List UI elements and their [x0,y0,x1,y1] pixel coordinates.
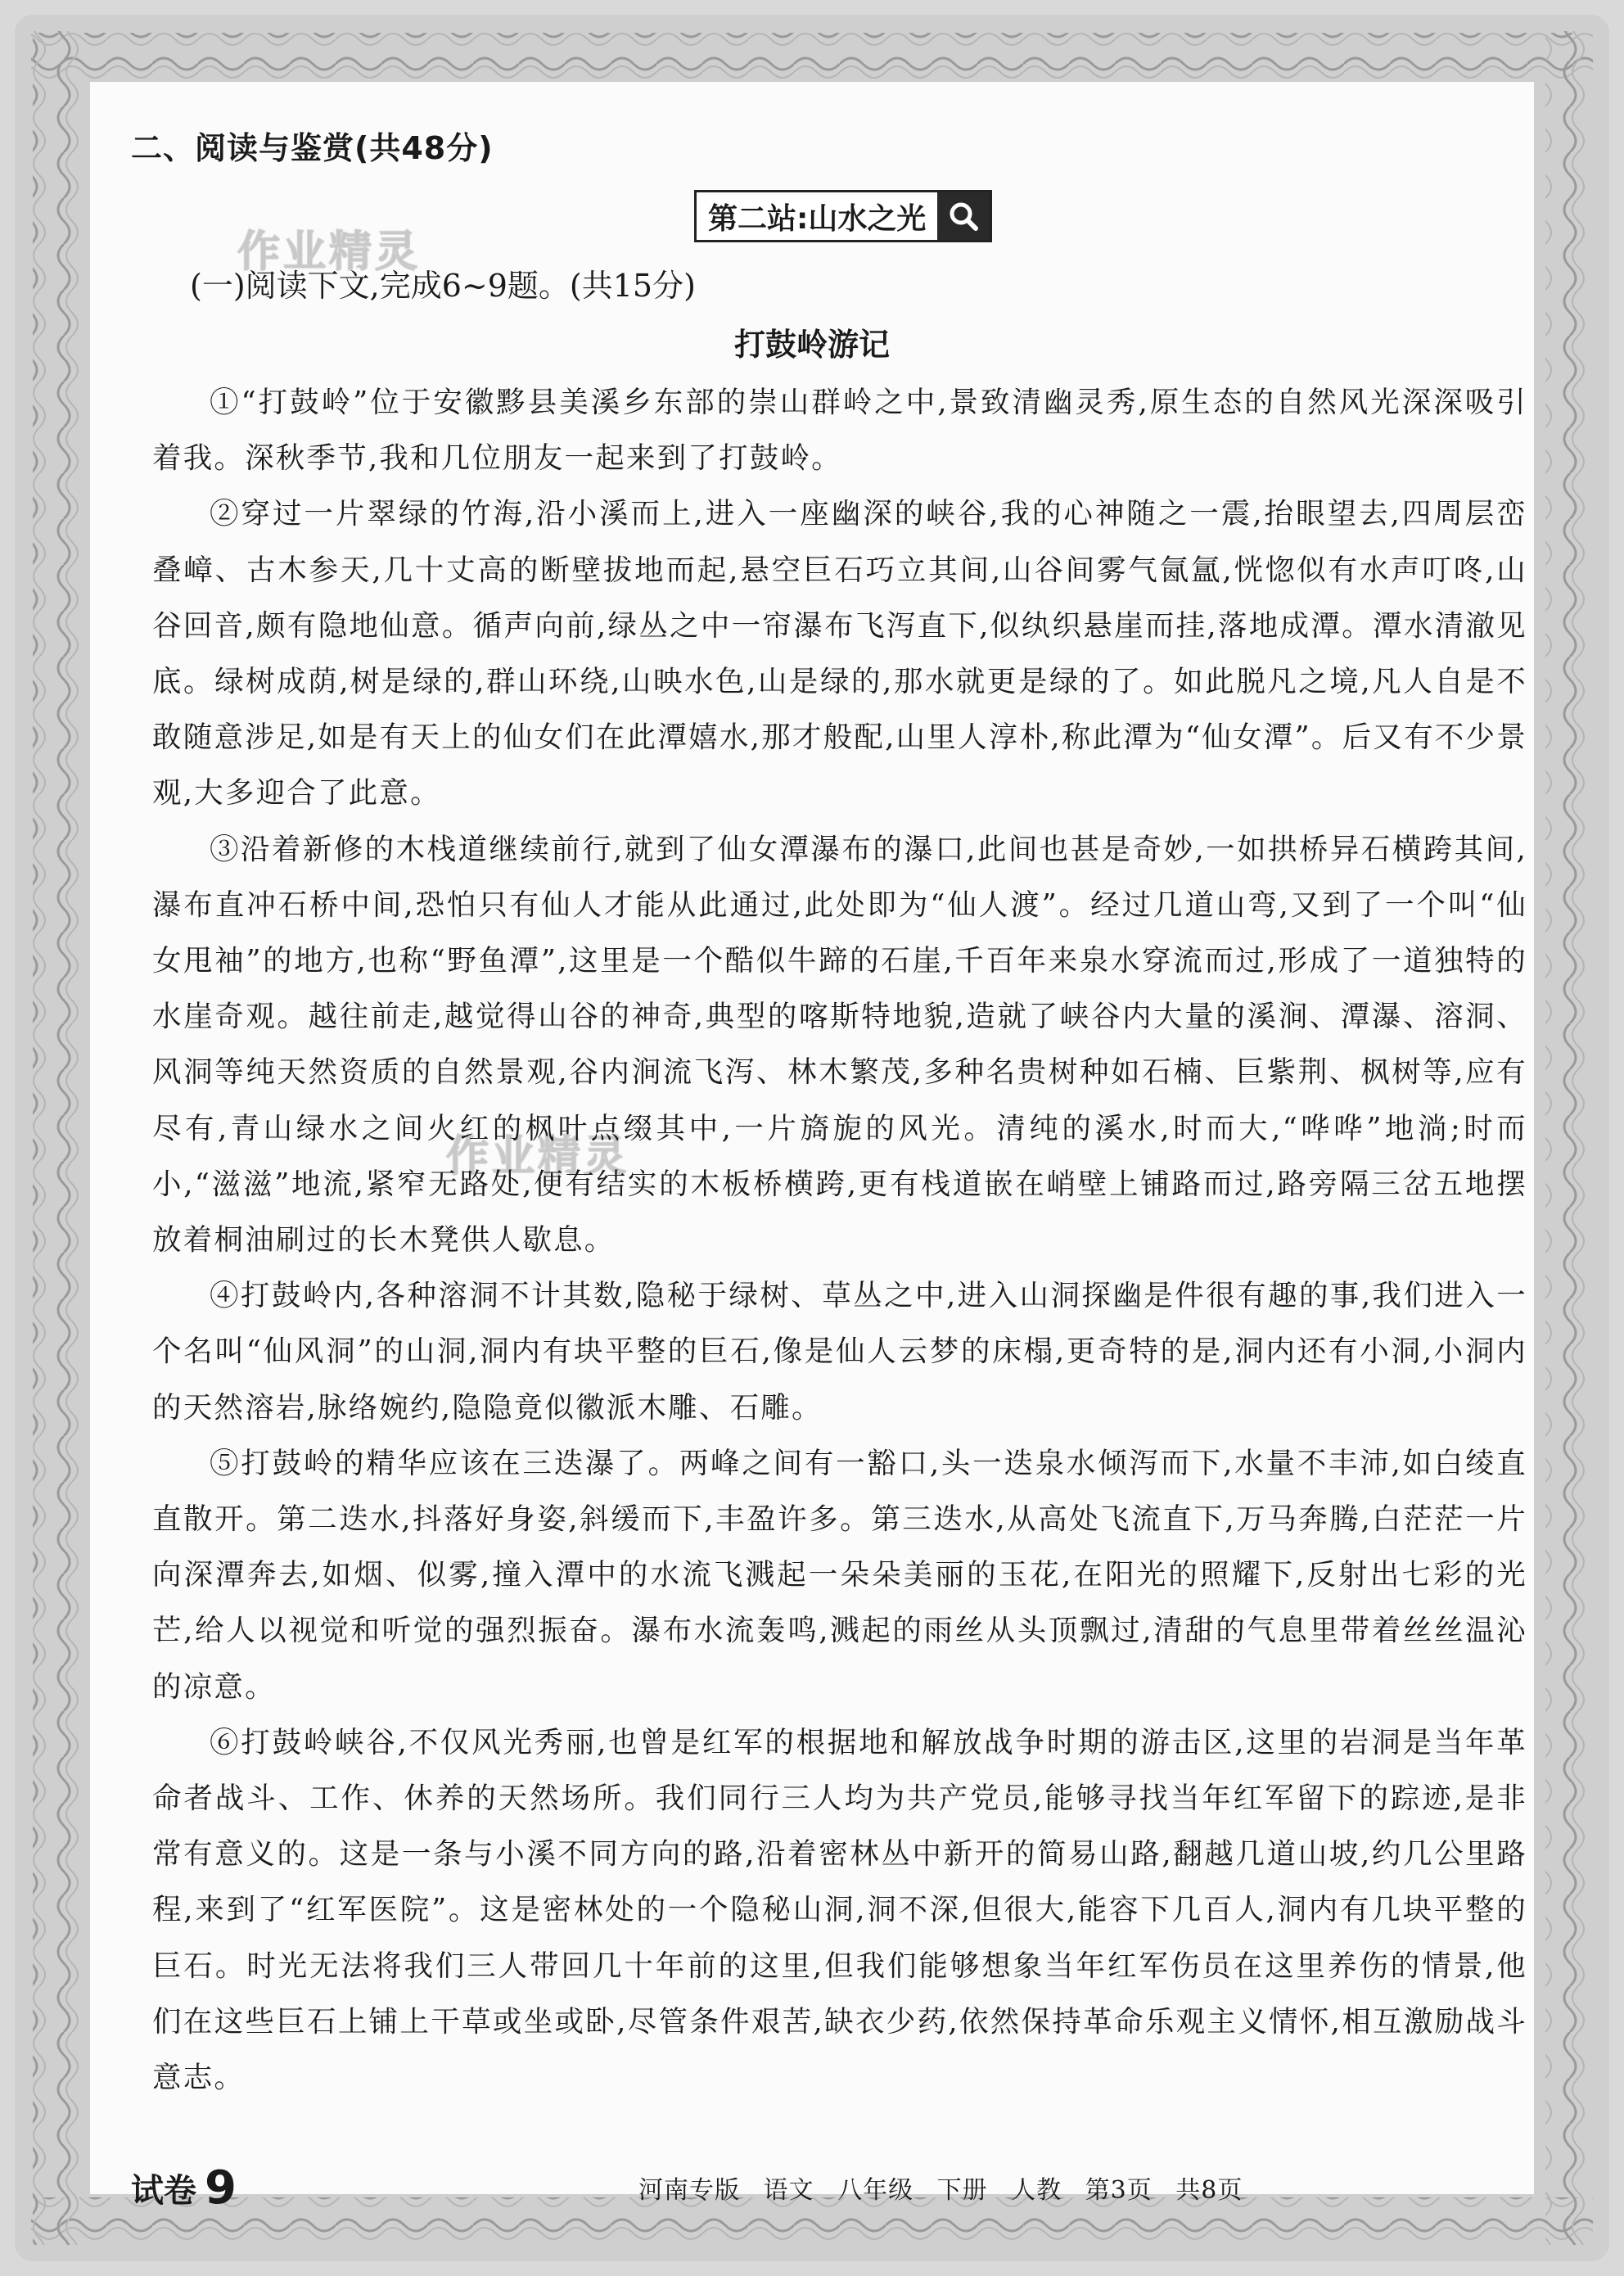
paragraph-3: ③沿着新修的木栈道继续前行,就到了仙女潭瀑布的瀑口,此间也甚是奇妙,一如拱桥异石横跨其间,瀑布直冲石桥中间,恐怕只有仙人才能从此通过,此处即为“仙人渡”。经过几道山弯,又到了一个叫“仙女甩袖”的地方,也称“野鱼潭”,这里是一个酷似牛蹄的石崖,千百年来泉水穿流而过,形成了一道独特的水崖奇观。越往前走,越觉得山谷的神奇,典型的喀斯特地貌,造就了峡谷内大量的溪涧、潭瀑、溶洞、风洞等纯天然资质的自然景观,谷内涧流飞泻、林木繁茂,多种名贵树种如石楠、巨紫荆、枫树等,应有尽有,青山绿水之间火红的枫叶点缀其中,一片旖旎的风光。清纯的溪水,时而大,“哗哗”地淌;时而小,“滋滋”地流,紧窄无路处,便有结实的木板桥横跨,更有栈道嵌在峭壁上铺路而过,路旁隔三岔五地摆放着桐油刷过的长木凳供人歇息。 [152,832,1527,1258]
paragraph-6: ⑥打鼓岭峡谷,不仅风光秀丽,也曾是红军的根据地和解放战争时期的游击区,这里的岩洞是当年革命者战斗、工作、休养的天然场所。我们同行三人均为共产党员,能够寻找当年红军留下的踪迹,是非常有意义的。这是一条与小溪不同方向的路,沿着密林丛中新开的简易山路,翻越几道山坡,约几公里路程,来到了“红军医院”。这是密林处的一个隐秘山洞,洞不深,但很大,能容下几百人,洞内有几块平整的巨石。时光无法将我们三人带回几十年前的这里,但我们能够想象当年红军伤员在这里养伤的情景,他们在这些巨石上铺上干草或坐或卧,尽管条件艰苦,缺衣少药,依然保持革命乐观主义情怀,相互激励战斗意志。 [152,1725,1527,2095]
station-tag [694,190,992,242]
paragraph-5: ⑤打鼓岭的精华应该在三迭瀑了。两峰之间有一豁口,头一迭泉水倾泻而下,水量不丰沛,如白绫直直散开。第二迭水,抖落好身姿,斜缓而下,丰盈许多。第三迭水,从高处飞流直下,万马奔腾,白茫茫一片向深潭奔去,如烟、似雾,撞入潭中的水流飞溅起一朵朵美丽的玉花,在阳光的照耀下,反射出七彩的光芒,给人以视觉和听觉的强烈振奋。瀑布水流轰鸣,溅起的雨丝从头顶飘过,清甜的气息里带着丝丝温沁的凉意。 [152,1446,1527,1704]
article-title: 打鼓岭游记 [733,327,890,363]
footer-label: 试卷 [131,2171,196,2210]
footer-number: 9 [205,2161,237,2215]
watermark: 作业精灵 [237,228,422,277]
paragraph-4: ④打鼓岭内,各种溶洞不计其数,隐秘于绿树、草丛之中,进入山洞探幽是件很有趣的事,我们进入一个名叫“仙风洞”的山洞,洞内有块平整的巨石,像是仙人云梦的床榻,更奇特的是,洞内还有小洞,小洞内的天然溶岩,脉络婉约,隐隐竟似徽派木雕、石雕。 [152,1279,1527,1425]
section-title: 二、阅读与鉴赏(共48分) [131,130,494,166]
footer-info: 河南专版 语文 八年级 下册 人教 第3页 共8页 [638,2176,1243,2205]
paragraph-1: ①“打鼓岭”位于安徽黟县美溪乡东部的崇山群岭之中,景致清幽灵秀,原生态的自然风光深深吸引着我。深秋季节,我和几位朋友一起来到了打鼓岭。 [152,386,1527,476]
station-label: 第二站:山水之光 [697,192,937,240]
reading-instructions: (一)阅读下文,完成6~9题。(共15分) [190,268,696,304]
paragraph-2: ②穿过一片翠绿的竹海,沿小溪而上,进入一座幽深的峡谷,我的心神随之一震,抬眼望去,四周层峦叠嶂、古木参天,几十丈高的断壁拔地而起,悬空巨石巧立其间,山谷间雾气氤氲,恍惚似有水声叮咚,山谷回音,颇有隐地仙意。循声向前,绿丛之中一帘瀑布飞泻直下,似纨织悬崖而挂,落地成潭。潭水清澈见底。绿树成荫,树是绿的,群山环绕,山映水色,山是绿的,那水就更是绿的了。如此脱凡之境,凡人自是不敢随意涉足,如是有天上的仙女们在此潭嬉水,那才般配,山里人淳朴,称此潭为“仙女潭”。后又有不少景观,大多迎合了此意。 [152,497,1527,811]
search-icon [937,192,990,240]
page-footer [131,2161,1522,2215]
watermark: 作业精灵 [446,1132,630,1181]
article-body [152,375,1527,2106]
